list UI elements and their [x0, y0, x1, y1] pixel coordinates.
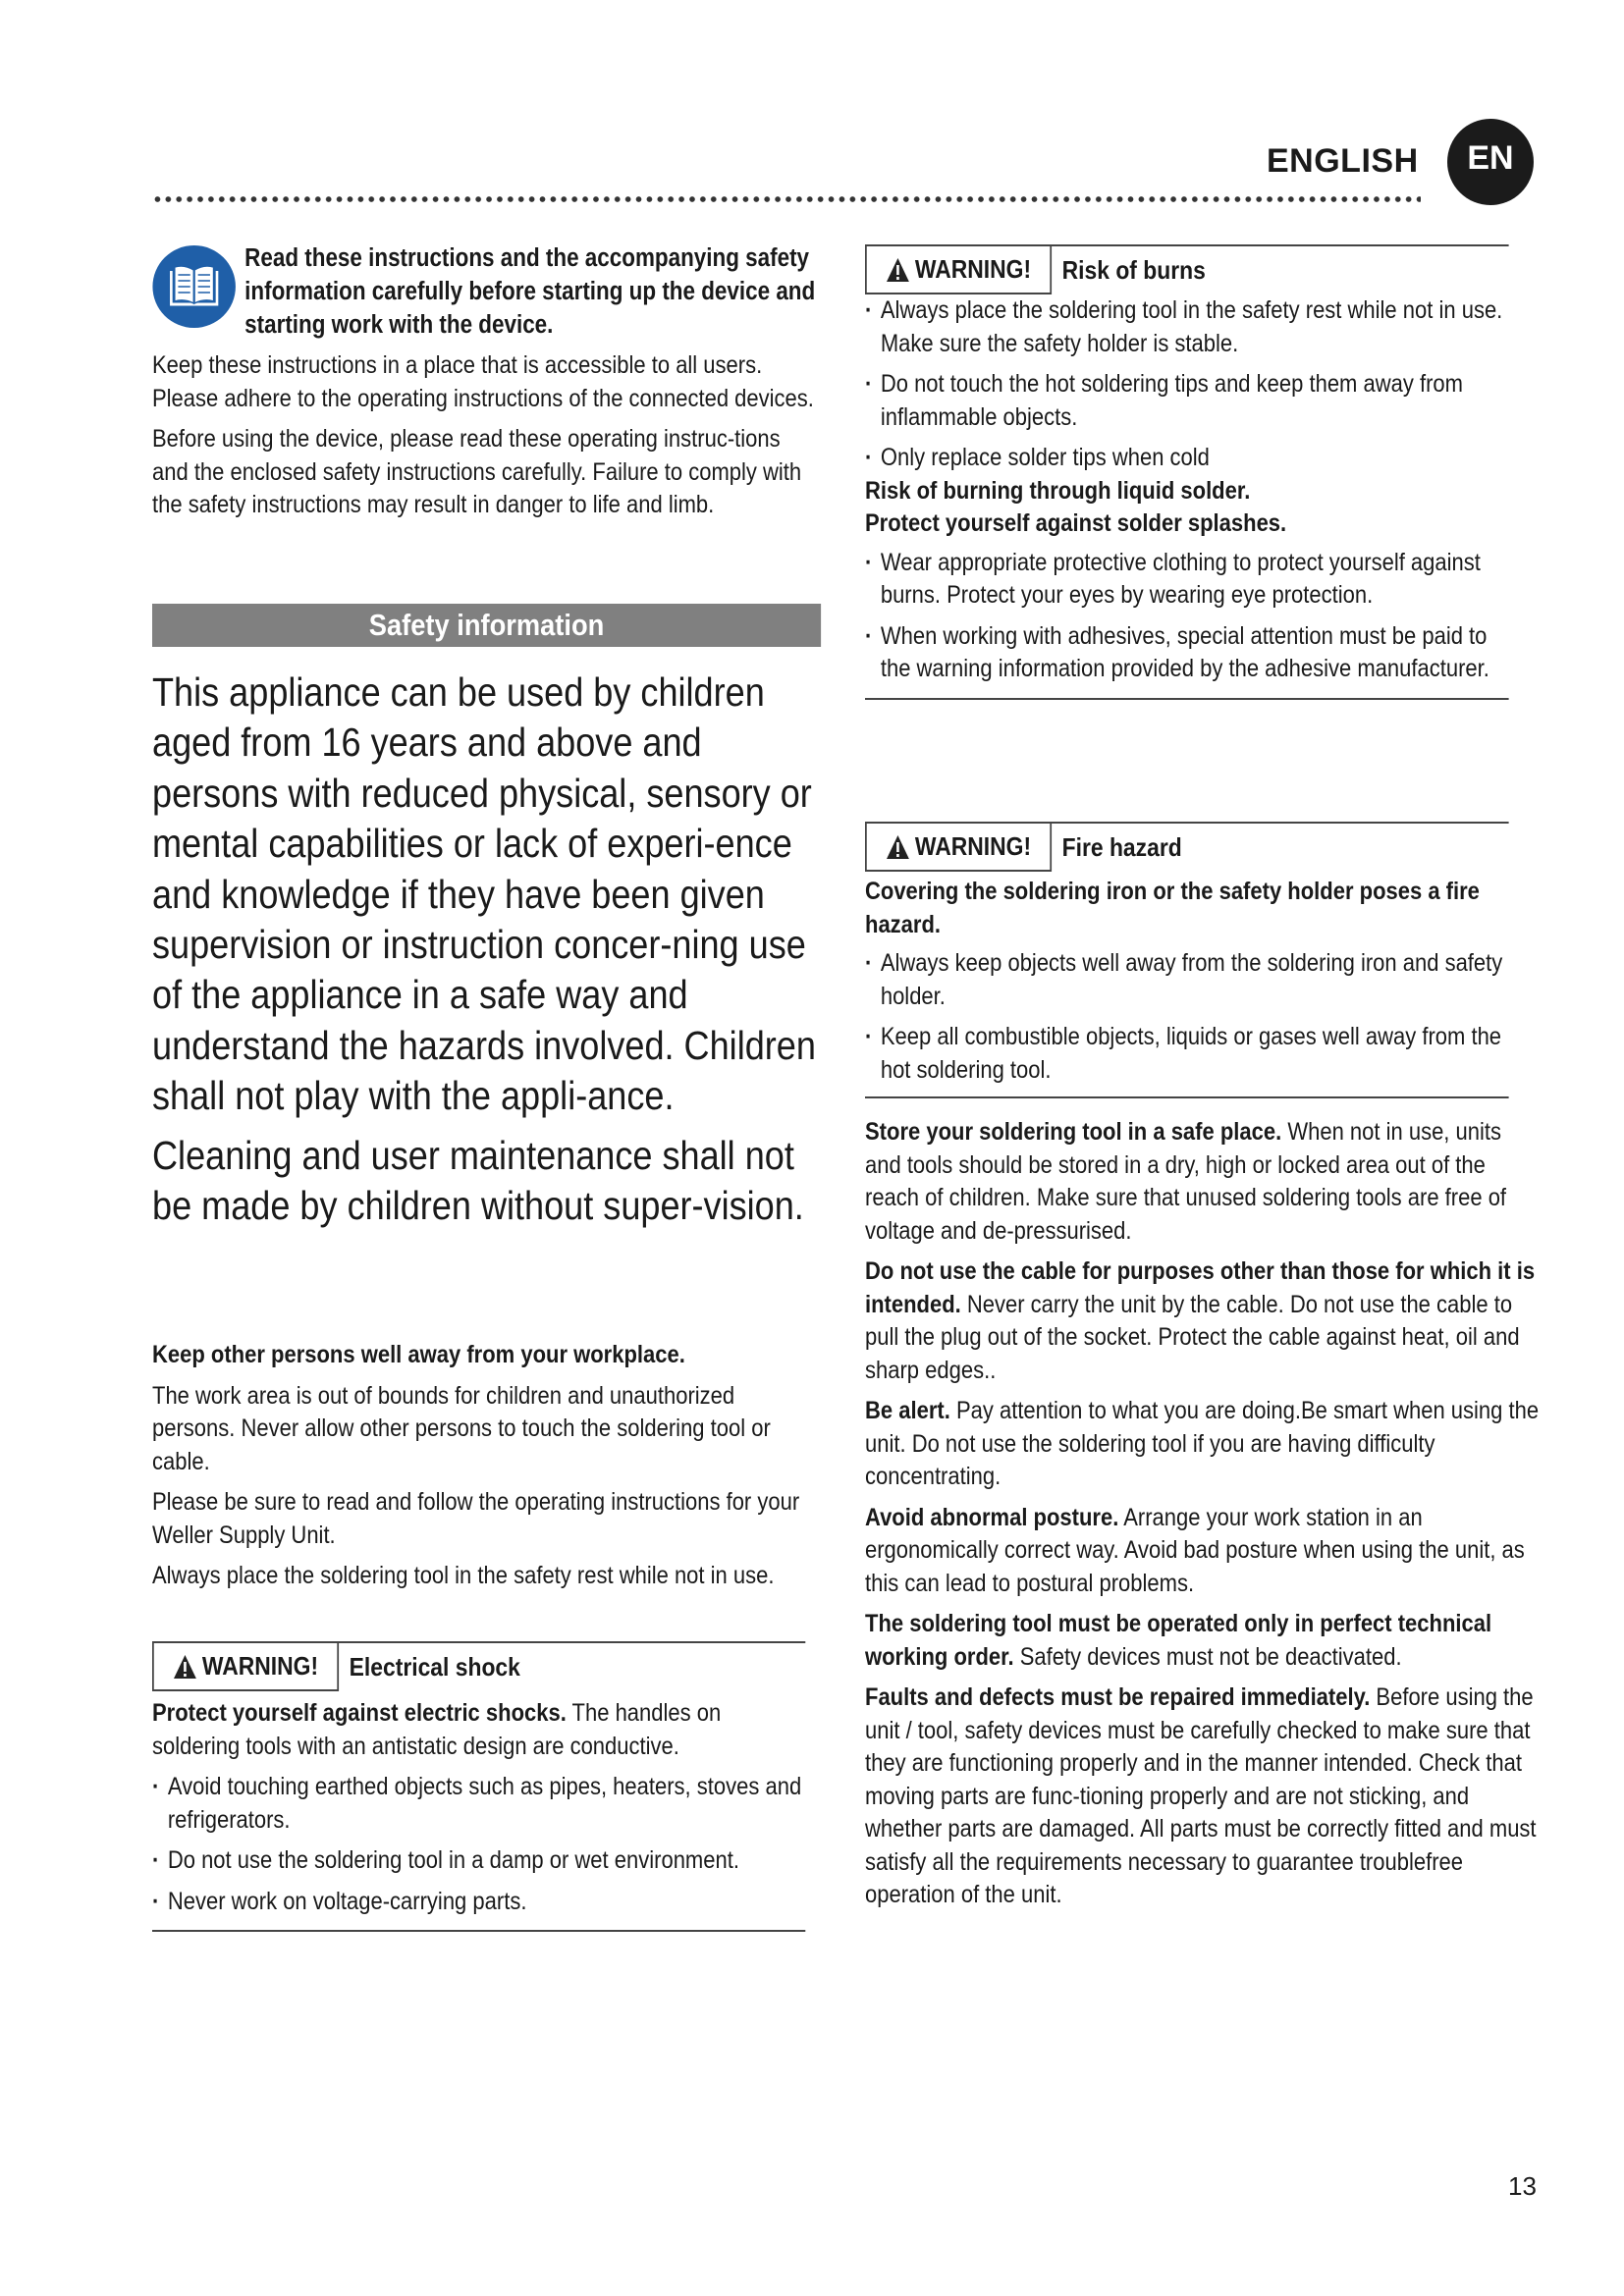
paragraph: The work area is out of bounds for children and unauthorized persons. Never allow other persons to touch the soldering tool or cable. [152, 1381, 771, 1475]
large-paragraph: This appliance can be used by children aged from 16 years and above and persons with reduced physical, sensory or mental capabilities or lack of experi-ence and knowledge if they have been given supervision or instruction concer-ning use of the appliance in a safe way and understand the hazards involved. Children shall not play with the appli-ance. [152, 669, 816, 1119]
bullet-list [865, 947, 1509, 1087]
paragraph [865, 1682, 1539, 1912]
lead-text: Be alert. [865, 1397, 950, 1424]
list-item: · Do not use the soldering tool in a damp or wet environment. [152, 1844, 805, 1878]
paragraph: Always place the soldering tool in the safety rest while not in use. [152, 1562, 775, 1589]
body-text: Arrange your work station in an ergonomically correct way. Avoid bad posture when using the unit, as this can lead to postural problems. [865, 1503, 1525, 1597]
lead-text: Protect yourself against electric shocks. [152, 1699, 567, 1727]
list-item: · Only replace solder tips when cold [865, 442, 1509, 475]
list-item: · Always place the soldering tool in the safety rest while not in use. Make sure the safety holder is stable. [865, 294, 1509, 360]
paragraph [865, 1116, 1539, 1248]
paragraph [865, 1608, 1539, 1674]
warning-fire-hazard [865, 822, 1509, 1098]
lead-text: The soldering tool must be operated only in perfect technical working order. [865, 1610, 1492, 1671]
body-text: Safety devices must not be deactivated. [1013, 1642, 1402, 1671]
warning-triangle-icon [173, 1654, 197, 1680]
warning-header [865, 822, 1509, 872]
lead-text: Do not use the cable for purposes other than those for which it is intended. [865, 1257, 1536, 1318]
read-manual-icon [152, 245, 236, 328]
list-item: · Keep all combustible objects, liquids or gases well away from the hot soldering tool. [865, 1021, 1509, 1087]
warning-label: WARNING! [914, 831, 1032, 861]
bullet-list [865, 547, 1509, 686]
text-block [152, 349, 821, 522]
language-badge: EN [1447, 119, 1534, 205]
warning-triangle-icon [886, 257, 910, 283]
list-item: · Do not touch the hot soldering tips and keep them away from inflammable objects. [865, 368, 1509, 434]
warning-header [152, 1641, 805, 1691]
safety-statement [152, 667, 821, 1231]
list-item: · When working with adhesives, special attention must be paid to the warning information provided by the adhesive manufacturer. [865, 620, 1509, 686]
warning-label: WARNING! [914, 254, 1032, 284]
warning-title: Electrical shock [349, 1652, 520, 1682]
general-safety-paragraphs [865, 1116, 1539, 1912]
page-number: 13 [1508, 2171, 1537, 2201]
list-item: · Always keep objects well away from the soldering iron and safety holder. [865, 947, 1509, 1013]
bold-paragraph: Covering the soldering iron or the safety holder poses a fire hazard. [865, 878, 1480, 938]
warning-electrical-shock [152, 1641, 805, 1932]
paragraph: Please be sure to read and follow the operating instructions for your Weller Supply Unit. [152, 1488, 800, 1549]
lead-text: Avoid abnormal posture. [865, 1503, 1119, 1531]
warning-title: Fire hazard [1061, 832, 1182, 862]
intro-block [152, 245, 821, 342]
list-item: · Wear appropriate protective clothing to protect yourself against burns. Protect your eyes by wearing eye protection. [865, 547, 1509, 613]
list-item: · Avoid touching earthed objects such as pipes, heaters, stoves and refrigerators. [152, 1771, 805, 1837]
body-text: When not in use, units and tools should be stored in a dry, high or locked area out of the reach of children. Make sure that unused soldering tools are free of voltage and de-pressurised. [865, 1118, 1507, 1245]
paragraph [865, 1502, 1539, 1601]
bold-line: Risk of burning through liquid solder. [865, 476, 1251, 505]
left-column [152, 0, 821, 2296]
warning-header [865, 244, 1509, 294]
paragraph [865, 1255, 1539, 1387]
workplace-block [152, 1339, 821, 1593]
large-paragraph: Cleaning and user maintenance shall not be made by children without super-vision. [152, 1132, 804, 1229]
paragraph [865, 1395, 1539, 1494]
body-text: The handles on soldering tools with an antistatic design are conductive. [152, 1699, 722, 1760]
divider [152, 1930, 805, 1932]
bullet-list [152, 1771, 805, 1918]
warning-badge [152, 1641, 339, 1691]
warning-triangle-icon [886, 834, 910, 860]
paragraph [152, 1697, 805, 1763]
warning-badge [865, 244, 1052, 294]
warning-risk-of-burns [865, 244, 1509, 700]
lead-text: Faults and defects must be repaired immediately. [865, 1683, 1371, 1711]
language-label: ENGLISH [1267, 142, 1419, 180]
section-heading-safety-information: Safety information [152, 604, 821, 647]
warning-title: Risk of burns [1061, 255, 1206, 285]
body-text: Pay attention to what you are doing.Be smart when using the unit. Do not use the soldering tool if you are having difficulty concentrating. [865, 1397, 1540, 1490]
paragraph: Before using the device, please read these operating instruc-tions and the enclosed safety instructions carefully. Failure to comply with the safety instructions may result in danger to life and limb. [152, 425, 802, 518]
divider [865, 1096, 1509, 1098]
divider [865, 698, 1509, 700]
paragraph: Keep these instructions in a place that is accessible to all users. Please adhere to the operating instructions of the connected devices. [152, 351, 814, 412]
lead-text: Store your soldering tool in a safe place. [865, 1118, 1282, 1146]
intro-text: Read these instructions and the accompanying safety information carefully before starting up the device and starting work with the device. [244, 244, 816, 339]
warning-label: WARNING! [201, 1651, 319, 1681]
body-text: Before using the unit / tool, safety devices must be carefully checked to make sure that they are functioning properly and in the manner intended. Check that moving parts are func-tioning properly and are not sticking, and whether parts are damaged. All parts must be correctly fitted and must satisfy all the requirements necessary to guarantee troublefree operation of the unit. [865, 1683, 1537, 1908]
list-item: · Never work on voltage-carrying parts. [152, 1886, 805, 1919]
bullet-list [865, 294, 1509, 475]
body-text: Never carry the unit by the cable. Do not use the cable to pull the plug out of the socket. Protect the cable against heat, oil and sharp edges.. [865, 1290, 1520, 1384]
subheading: Keep other persons well away from your workplace. [152, 1341, 685, 1368]
warning-badge [865, 822, 1052, 872]
right-column [865, 0, 1539, 2296]
bold-line: Protect yourself against solder splashes. [865, 509, 1287, 537]
